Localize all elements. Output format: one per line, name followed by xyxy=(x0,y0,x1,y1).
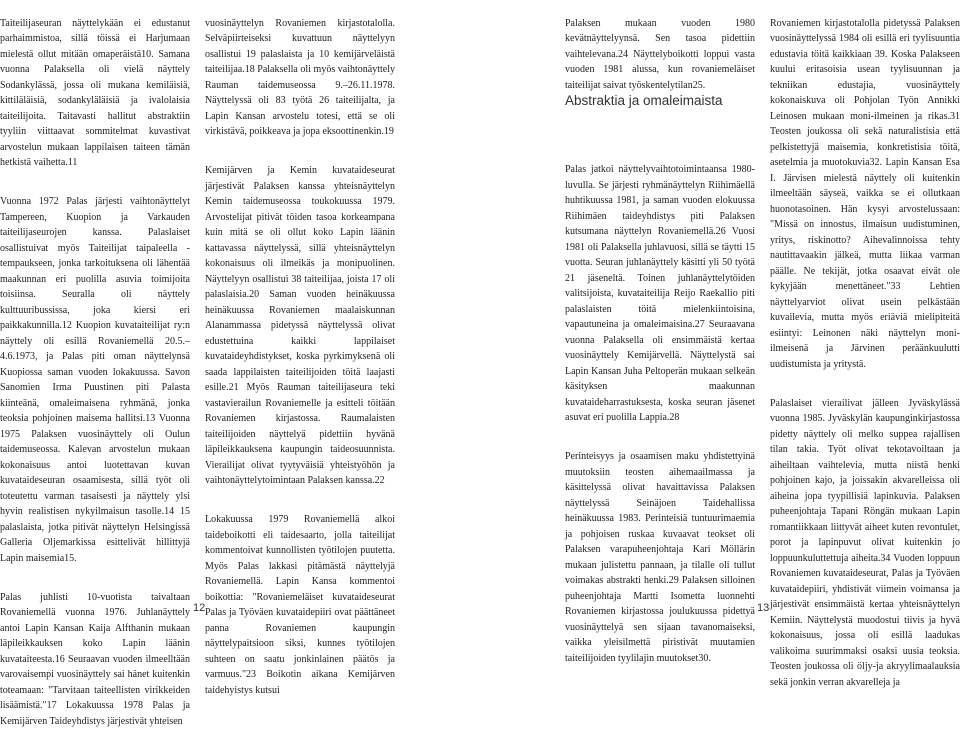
page-number-right: 13 xyxy=(757,602,770,614)
paragraph: Rovaniemen kirjastotalolla pidetyssä Palaksen vuosinäyttelyssä 1984 oli esillä eri tyylisuuntia edustavia töitä kaikkiaan 39. Koska Palakseen kuului eritasoisia usean tyylisuunnan ja tekniikan edustajia, vuosinäyttely kokonaiskuva oli Pohjolan Työn Annikki Leinosen mukaan moni-ilmeinen ja rikas.31 Teosten joukossa oli sekä naturalistisia että pelkistettyjä maisemia, konkretistisia töitä, asetelmia ja muotokuvia32. Lapin Kansan Esa I. Järvisen mielestä näyttely oli kuitenkin ilmeeltään säyseä, vaikka se ei ollutkaan huonotasoinen. Hän kysyi arvostelussaan: "Missä on innostus, ilmaisun uudistuminen, yritys, riskinotto? Aihevalinnoissa tehty nautittavaakin jälkeä, mutta liikaa varman päälle. Ne tekijät, jotka osaavat eivät ole kykyjään menettäneet."33 Lehtien näyttelyarviot olivat usein pelkästään kuvailevia, mutta myös eriäviä mielipiteitä esiintyi: Leinonen näki näyttelyn moni-ilmeisenä ja Järvinen peräänkuulutti uudistumista ja yritystä. xyxy=(770,17,960,370)
paragraph: Taiteilijaseuran näyttelykään ei edustanut parhaimmistoa, sillä töissä ei Harjumaan mielestä ollut mitään omaperäistä10. Samana vuonna Palaksella oli vielä näyttely Sodankylässä, jossa oli mukana kemiläisiä, kittiläläisiä, sodankyläläisiä ja ivalolaisia taiteilijoita. Taitavasti hallitut abstraktiin tyyliin viittaavat sommitelmat kuvastivat arvostelun mukaan lappilaisen taiteen tämän hetkistä vaihetta.11 xyxy=(0,17,190,168)
right-column-2 xyxy=(770,0,960,706)
paragraph: vuosinäyttelyn Rovaniemen kirjastotalolla. Selväpiirteiseksi kuvattuun näyttelyyn osallistui 19 palaslaista ja 10 kemijärveläistä taiteilijaa.18 Palaksella oli myös vaihtonäyttely Rauman taidemuseossa 9.–26.11.1978. Näyttelyssä oli 83 työtä 26 taiteilijalta, ja Lapin Kansan arvostelu totesi, että se oli virkistävä, poikkeava ja jopa eksoottinenkin.19 xyxy=(205,17,395,137)
paragraph: Vuonna 1972 Palas järjesti vaihtonäyttelyt Tampereen, Kuopion ja Varkauden taiteilijaseurojen kanssa. Palaslaiset osallistuivat myös Taiteilijat taipaleella -tempaukseen, jonka tarkoituksena oli lähentää maakunnan eri puolilla asuvia toimijoita toisiinsa. Seuralla oli näyttely kulttuuribussissa, joka kiersi eri paikkakunnilla.12 Kuopion kuvataiteilijat ry:n näyttely oli esillä Rovaniemellä 20.5.–4.6.1973, ja Palas piti oman näyttelynsä Kuopiossa saman vuoden lokakuussa. Savon Sanomien Irma Puustinen piti Palasta kiinteänä, omaleimaisena ryhmänä, jonka teoksia pohjoinen maisema hallitsi.13 Vuonna 1975 Palaksen vuosinäyttely oli Oulun taidemuseossa. Kalevan arvostelun mukaan kokonaisuus antoi luotettavan kuvan kuvataideseuran osaamisesta, sillä työt oli toteutettu varman tasaisesti ja näyttely ylsi hyvin realistisen nykyilmaisun tasolle.14 15 palaslaista, jotka pitivät näyttelyn Helsingissä Galleria Oljemarkissa esittelivät hillittyjä Lapin maisemia15. xyxy=(0,196,190,564)
paragraph: Perinteisyys ja osaamisen maku yhdistettyinä muutoksiin teosten aihemaailmassa ja käsittelyssä olivat havaittavissa Palaksen näyttelyssä Seinäjoen Taidehallissa heinäkuussa 1983. Perinteisiä tuntuurimaemia ja pohjoisen ruskaa kuvaavat teokset oli Palaksen varapuheenjohtaja Kari Möllärin mukaan julistettu pannaan, ja tilalle oli tullut voimakas abstrakti henki.29 Palaksen silloinen puheenjohtaja Martti Isometta luonnehti Rovaniemen kirjastossa joulukuussa pidettyä vuosinäyttelyä sen sijaan tavanomaiseksi, vaikka yleisilmettä piristivät muutamien taiteilijoiden tyylilajin muutokset30. xyxy=(565,451,755,664)
heading-spacer xyxy=(565,109,755,147)
paragraph: Palas juhlisti 10-vuotista taivaltaan Rovaniemellä vuonna 1976. Juhlanäyttely antoi Lapin Kansan Kaija Alfthanin mukaan läpileikkauksen koko Lapin läänin kuvataiteesta.16 Seuraavan vuoden ilmeelltään varovaisempi vuosinäyttely sai hänet kuitenkin toteamaan: "Tarvitaan taiteellisten virikkeiden lisäämistä."17 Lokakuussa 1978 Palas ja Kemijärven Taideyhdistys järjestivät yhteisen xyxy=(0,591,190,727)
left-column-2 xyxy=(205,0,395,714)
page-number-left: 12 xyxy=(193,602,206,614)
paragraph: Lokakuussa 1979 Rovaniemellä alkoi taideboikotti eli taidesaarto, jolla taiteilijat kommentoivat kunnollisten työtilojen puutetta. Myös Palas lakkasi pitämästä näyttelyjä Rovaniemellä. Lapin Kansa kommentoi boikottia: "Rovaniemeläiset kuvataideseurat Palas ja Työväen kuvataidepiiri ovat päättäneet panna Rovaniemen kaupungin näyttelypaitsioon siksi, kunnes työtilojen suhteen on saatu jonkinlainen päätös ja varmuus."23 Boikotin aikana Kemijärven taidehyistys kutsui xyxy=(205,514,395,696)
section-heading: Abstraktia ja omaleimaista xyxy=(565,93,723,108)
left-column-1 xyxy=(0,0,190,745)
paragraph: Palaksen mukaan vuoden 1980 kevätnäyttelyynsä. Sen tasoa pidettiin vaihtelevana.24 Näyttelyboikotti loppui vasta vuoden 1981 alussa, kun rovaniemeläiset taiteilijat saivat työskentelytilan25. xyxy=(565,17,755,91)
paragraph: Palas jatkoi näyttelyvaihtotoimintaansa 1980-luvulla. Se järjesti ryhmänäyttelyn Riihimäellä huhtikuussa 1981, ja saman vuoden elokuussa Riihimäen taideyhdistys piti Palaksen kutsumana näyttelyn Rovaniemellä.26 Vuosi 1981 oli Palaksella juhlavuosi, sillä se täytti 15 vuotta. Seuran juhlanäyttely käsitti yli 50 työtä 21 jäseneltä. Toinen juhlanäyttelytöiden valitsijoista, kuvataiteilija Reijo Raekallio piti palaslaisten töitä mielenkiintoisina, vapautuneina ja omaleimaisina.27 Seuraavana vuonna Palaksella oli ensimmäistä kertaa vuosinäyttely Kemijärvellä. Näyttelystä sai Lapin Kansan Juha Peltoperän mukaan selkeän käsityksen maakunnan kuvataideharrastuksesta, koska seuran jäsenet asuvat eri puolilla Lappia.28 xyxy=(565,164,755,423)
paragraph: Palaslaiset vierailivat jälleen Jyväskylässä vuonna 1985. Jyväskylän kaupunginkirjastossa pidetty näyttely oli melko suppea rajallisen tilan takia. Työt olivat tekotavoiltaan ja aiheiltaan vaihtelevia, mutta niistä henki pohjoinen kajo, ja joissakin akvarelleissa oli aiheina jopa tyypillisiä lapinkuvia. Palaksen puheenjohtaja Tapani Röngän mukaan Lapin romantiikkaan liittyvät aiheet kuten revontulet, porot ja lapinpuvut olivat kuitenkin jo loppuunkuluttettuja aiheita.34 Vuoden loppuun Rovaniemen kuvataideseurat, Palas ja Työväen kuvataidepiiri, yhdistivät viimein voimansa ja järjestivät ensimmäistä kertaa yhteisnäyttelyn Kemiin. Näyttelystä muodostui tiivis ja hyvä kokonaisuus, jossa oli esillä laadukas valikoima suurimmaksi osaksi uusia teoksia. Teosten joukossa oli öljy-ja akryylimaalauksia sekä jonkin verran akvarelleja ja xyxy=(770,397,960,688)
paragraph: Kemijärven ja Kemin kuvataideseurat järjestivät Palaksen kanssa yhteisnäyttelyn Kemin taidemuseossa toukokuussa 1979. Arvostelijat pitivät töiden tasoa korkeampana kuin mitä se oli ollut koko Lapin läänin kattavassa näyttelyssä, sillä yhteisnäyttelyn kokonaisuus oli ilmeikäs ja monipuolinen. Näyttelyyn osallistui 38 taiteilijaa, joista 17 oli palaslaisia.20 Saman vuoden heinäkuussa heinäkuussa Rovaniemen maalaiskunnan Alanammassa pidetyssä näyttelyssä olivat edustettuina kaikki lappilaiset kuvataideyhdistykset, koska pyrkimyksenä oli saada lappilaisten taiteilijoiden töitä laajasti esille.21 Myös Rauman taiteilijaseura teki vastavierailun Rovaniemelle ja esitteli töitään Rovaniemen kirjastossa. Raumalaisten taiteilijoiden näyttelyä pidettiin hyvänä läpileikkauksena kaupungin taideosuunnista. Vierailijat olivat tyytyväisiä yhteistyöhön ja vaihtonäyttelytoimintaan Palaksen kanssa.22 xyxy=(205,165,395,486)
